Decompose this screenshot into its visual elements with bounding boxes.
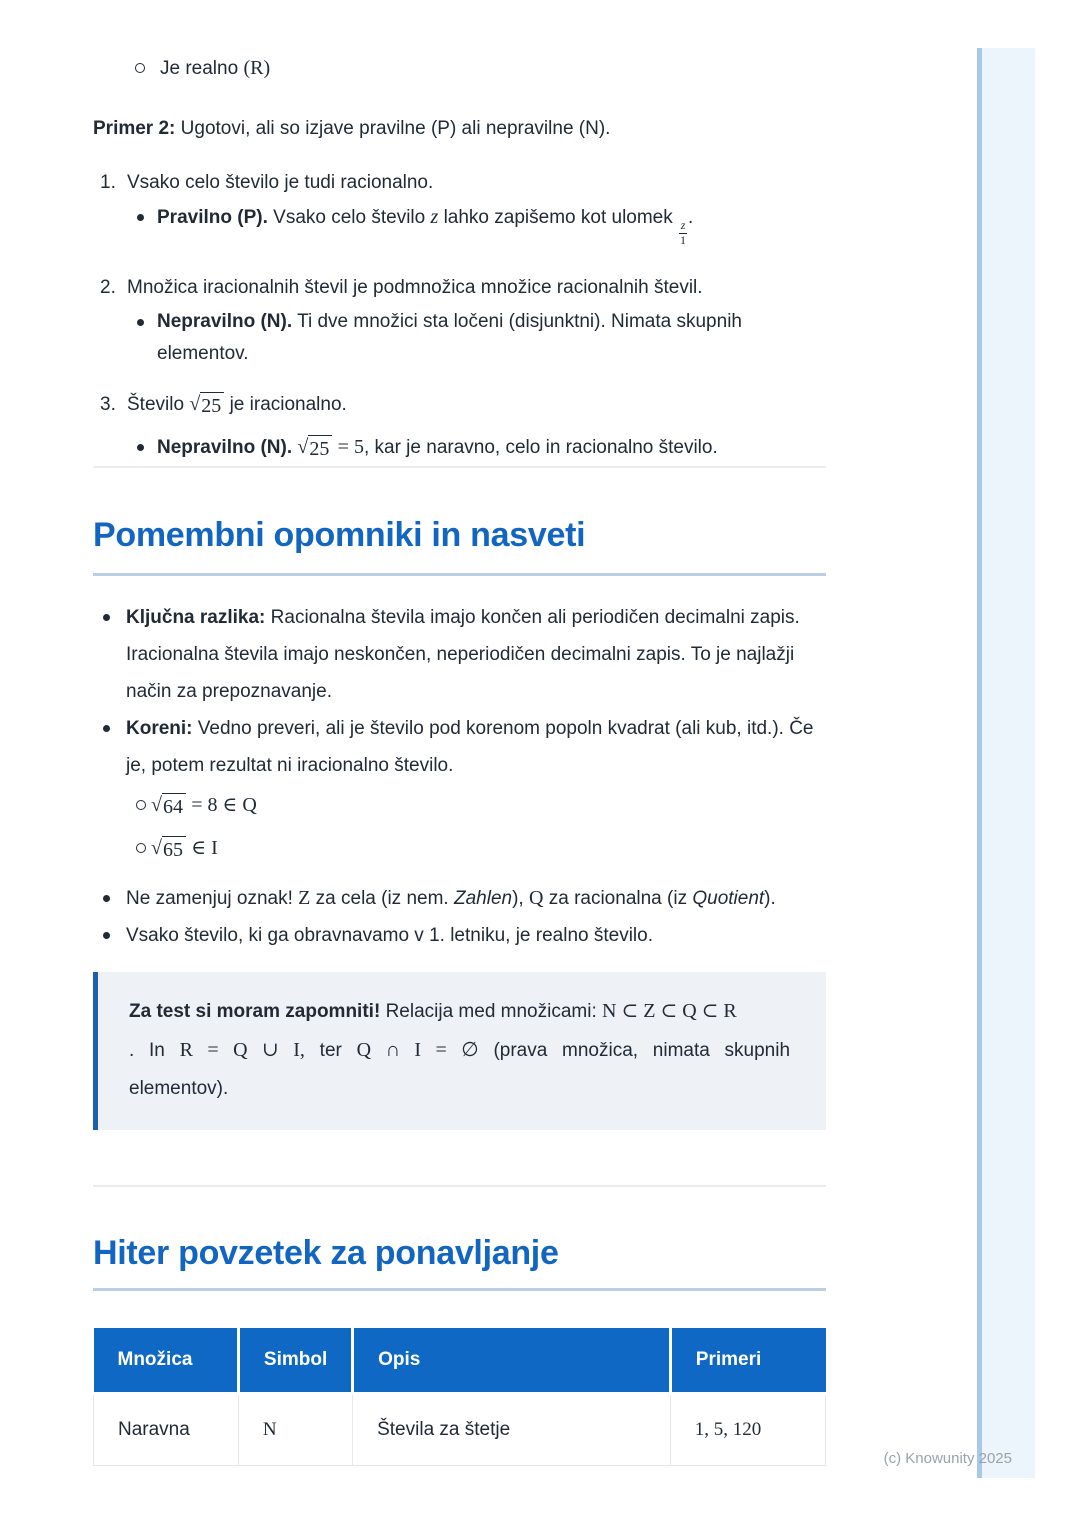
statement-2-text: Množica iracionalnih števil je podmnožica množice racionalnih števil. [127, 276, 703, 298]
list-item-text: Je realno (R) [160, 57, 271, 79]
math-equals-5: = 5 [337, 435, 364, 458]
statement-3-number: 3. [100, 393, 116, 415]
summary-heading: Hiter povzetek za ponavljanje [93, 1234, 559, 1272]
statement-1 [93, 167, 826, 248]
open-circle-bullet-icon [126, 784, 151, 810]
math-sqrt-25: √ 25 [189, 392, 224, 418]
primer-2-paragraph [93, 113, 826, 145]
bullet-icon [137, 306, 157, 326]
math-sqrt-65: √ 65 [151, 836, 186, 862]
answer-3-verdict: Nepravilno (N). [157, 436, 293, 458]
primer-2-label: Primer 2: [93, 118, 176, 139]
tip-label: Koreni: [126, 718, 193, 739]
math-R: (R) [243, 57, 271, 79]
callout-line-2: . In R = Q ∪ I, ter Q ∩ I = ∅ (prava množica, nimata skupnih [129, 1039, 791, 1061]
tip-roots: Koreni: Vedno preveri, ali je število pod korenom popoln kvadrat (ali kub, itd.). Če je, potem rezultat ni iracionalno število. √ 64 = 8 ∈ Q √ 65 ∈ I [93, 710, 826, 870]
summary-section [93, 1185, 826, 1466]
next-page-edge [977, 48, 1035, 1478]
math-var-z: z [430, 206, 439, 228]
primer-2-text: Ugotovi, ali so izjave pravilne (P) ali nepravilne (N). [180, 118, 611, 139]
german-word-zahlen: Zahlen [453, 888, 513, 909]
tip-real-numbers: Vsako število, ki ga obravnavamo v 1. letniku, je realno število. [93, 917, 826, 954]
math-in-Q: = 8 ∈ Q [191, 794, 257, 816]
table-header-opis: Opis [353, 1328, 671, 1394]
statement-1-answer: Pravilno (P). Vsako celo število z lahko zapišemo kot ulomek $\frac{z}{1}$ . [137, 201, 826, 248]
section-divider [93, 466, 826, 468]
tips-heading: Pomembni opomniki in nasveti [93, 516, 586, 554]
cell-primeri: 1, 5, 120 [670, 1394, 825, 1466]
tip-label: Ključna razlika: [126, 607, 266, 628]
table-header-simbol: Simbol [238, 1328, 352, 1394]
statements-section [93, 0, 826, 467]
answer-2-verdict: Nepravilno (N). [157, 310, 293, 332]
math-fraction-z-over-1: $\frac{z}{1}$ [680, 218, 687, 247]
example-sqrt-64 [126, 784, 826, 827]
example-sqrt-65 [126, 827, 826, 870]
callout-line-3: elementov). [129, 1078, 229, 1099]
bullet-icon [137, 201, 157, 221]
statement-2-number: 2. [100, 276, 116, 298]
table-header-row [94, 1328, 826, 1394]
tip-notation: Ne zamenjuj oznak! Z za cela (iz nem. Zahlen), Q za racionalna (iz Quotient). [93, 880, 826, 917]
math-Q-intersect-I: Q ∩ I = ∅ [356, 1039, 479, 1061]
callout-label: Za test si moram zapomniti! [129, 1001, 381, 1022]
math-set-relations: N ⊂ Z ⊂ Q ⊂ R [602, 1000, 737, 1022]
bullet-icon [93, 880, 126, 902]
statement-2-answer: Nepravilno (N). Ti dve množici sta ločeni (disjunktni). Nimata skupnih elementov. [137, 306, 826, 370]
footer-credit: (c) Knowunity 2025 [883, 1450, 1012, 1467]
cell-opis: Števila za štetje [353, 1394, 671, 1466]
math-sqrt-64: √ 64 [151, 793, 186, 819]
math-R-union: R = Q ∪ I, [179, 1039, 305, 1061]
heading-underline [93, 1288, 826, 1291]
open-circle-bullet-icon [135, 52, 160, 73]
bullet-icon [93, 710, 126, 732]
statement-3 [93, 386, 826, 467]
math-in-I: ∈ I [191, 837, 218, 859]
statement-3-text: Število √ 25 je iracionalno. [127, 392, 347, 417]
tips-list [93, 599, 826, 954]
math-Z: Z [298, 887, 311, 909]
remember-callout [93, 972, 826, 1130]
statements-list [93, 167, 826, 467]
bullet-icon [93, 917, 126, 939]
heading-underline [93, 573, 826, 576]
bullet-icon [137, 428, 157, 451]
math-sqrt-25: √ 25 [297, 435, 332, 461]
list-item-je-realno [135, 52, 826, 85]
table-header-primeri: Primeri [670, 1328, 825, 1394]
statement-1-number: 1. [100, 172, 116, 193]
section-divider [93, 1185, 826, 1187]
tip-key-difference: Ključna razlika: Racionalna števila imajo končen ali periodičen decimalni zapis. Iracionalna števila imajo neskončen, neperiodičen decimalni zapis. To je najlažji način za prepoznavanje. [93, 599, 826, 710]
math-Q: Q [528, 887, 544, 909]
german-word-quotient: Quotient [692, 888, 765, 909]
cell-simbol: N [238, 1394, 352, 1466]
open-circle-bullet-icon [126, 827, 151, 853]
bullet-icon [93, 599, 126, 621]
answer-1-verdict: Pravilno (P). [157, 207, 268, 228]
document-content [93, 0, 826, 1528]
statement-3-answer: Nepravilno (N). √ 25 = 5, kar je naravno, celo in racionalno število. [137, 428, 826, 467]
callout-line-1: Za test si moram zapomniti! Relacija med množicami: N ⊂ Z ⊂ Q ⊂ R [129, 1000, 737, 1022]
tips-section [93, 466, 826, 1130]
statement-1-text: Vsako celo število je tudi racionalno. [127, 172, 434, 193]
summary-table [93, 1328, 826, 1466]
cell-mnozica: Naravna [94, 1394, 239, 1466]
statement-2 [93, 272, 826, 370]
table-header-mnozica: Množica [94, 1328, 239, 1394]
